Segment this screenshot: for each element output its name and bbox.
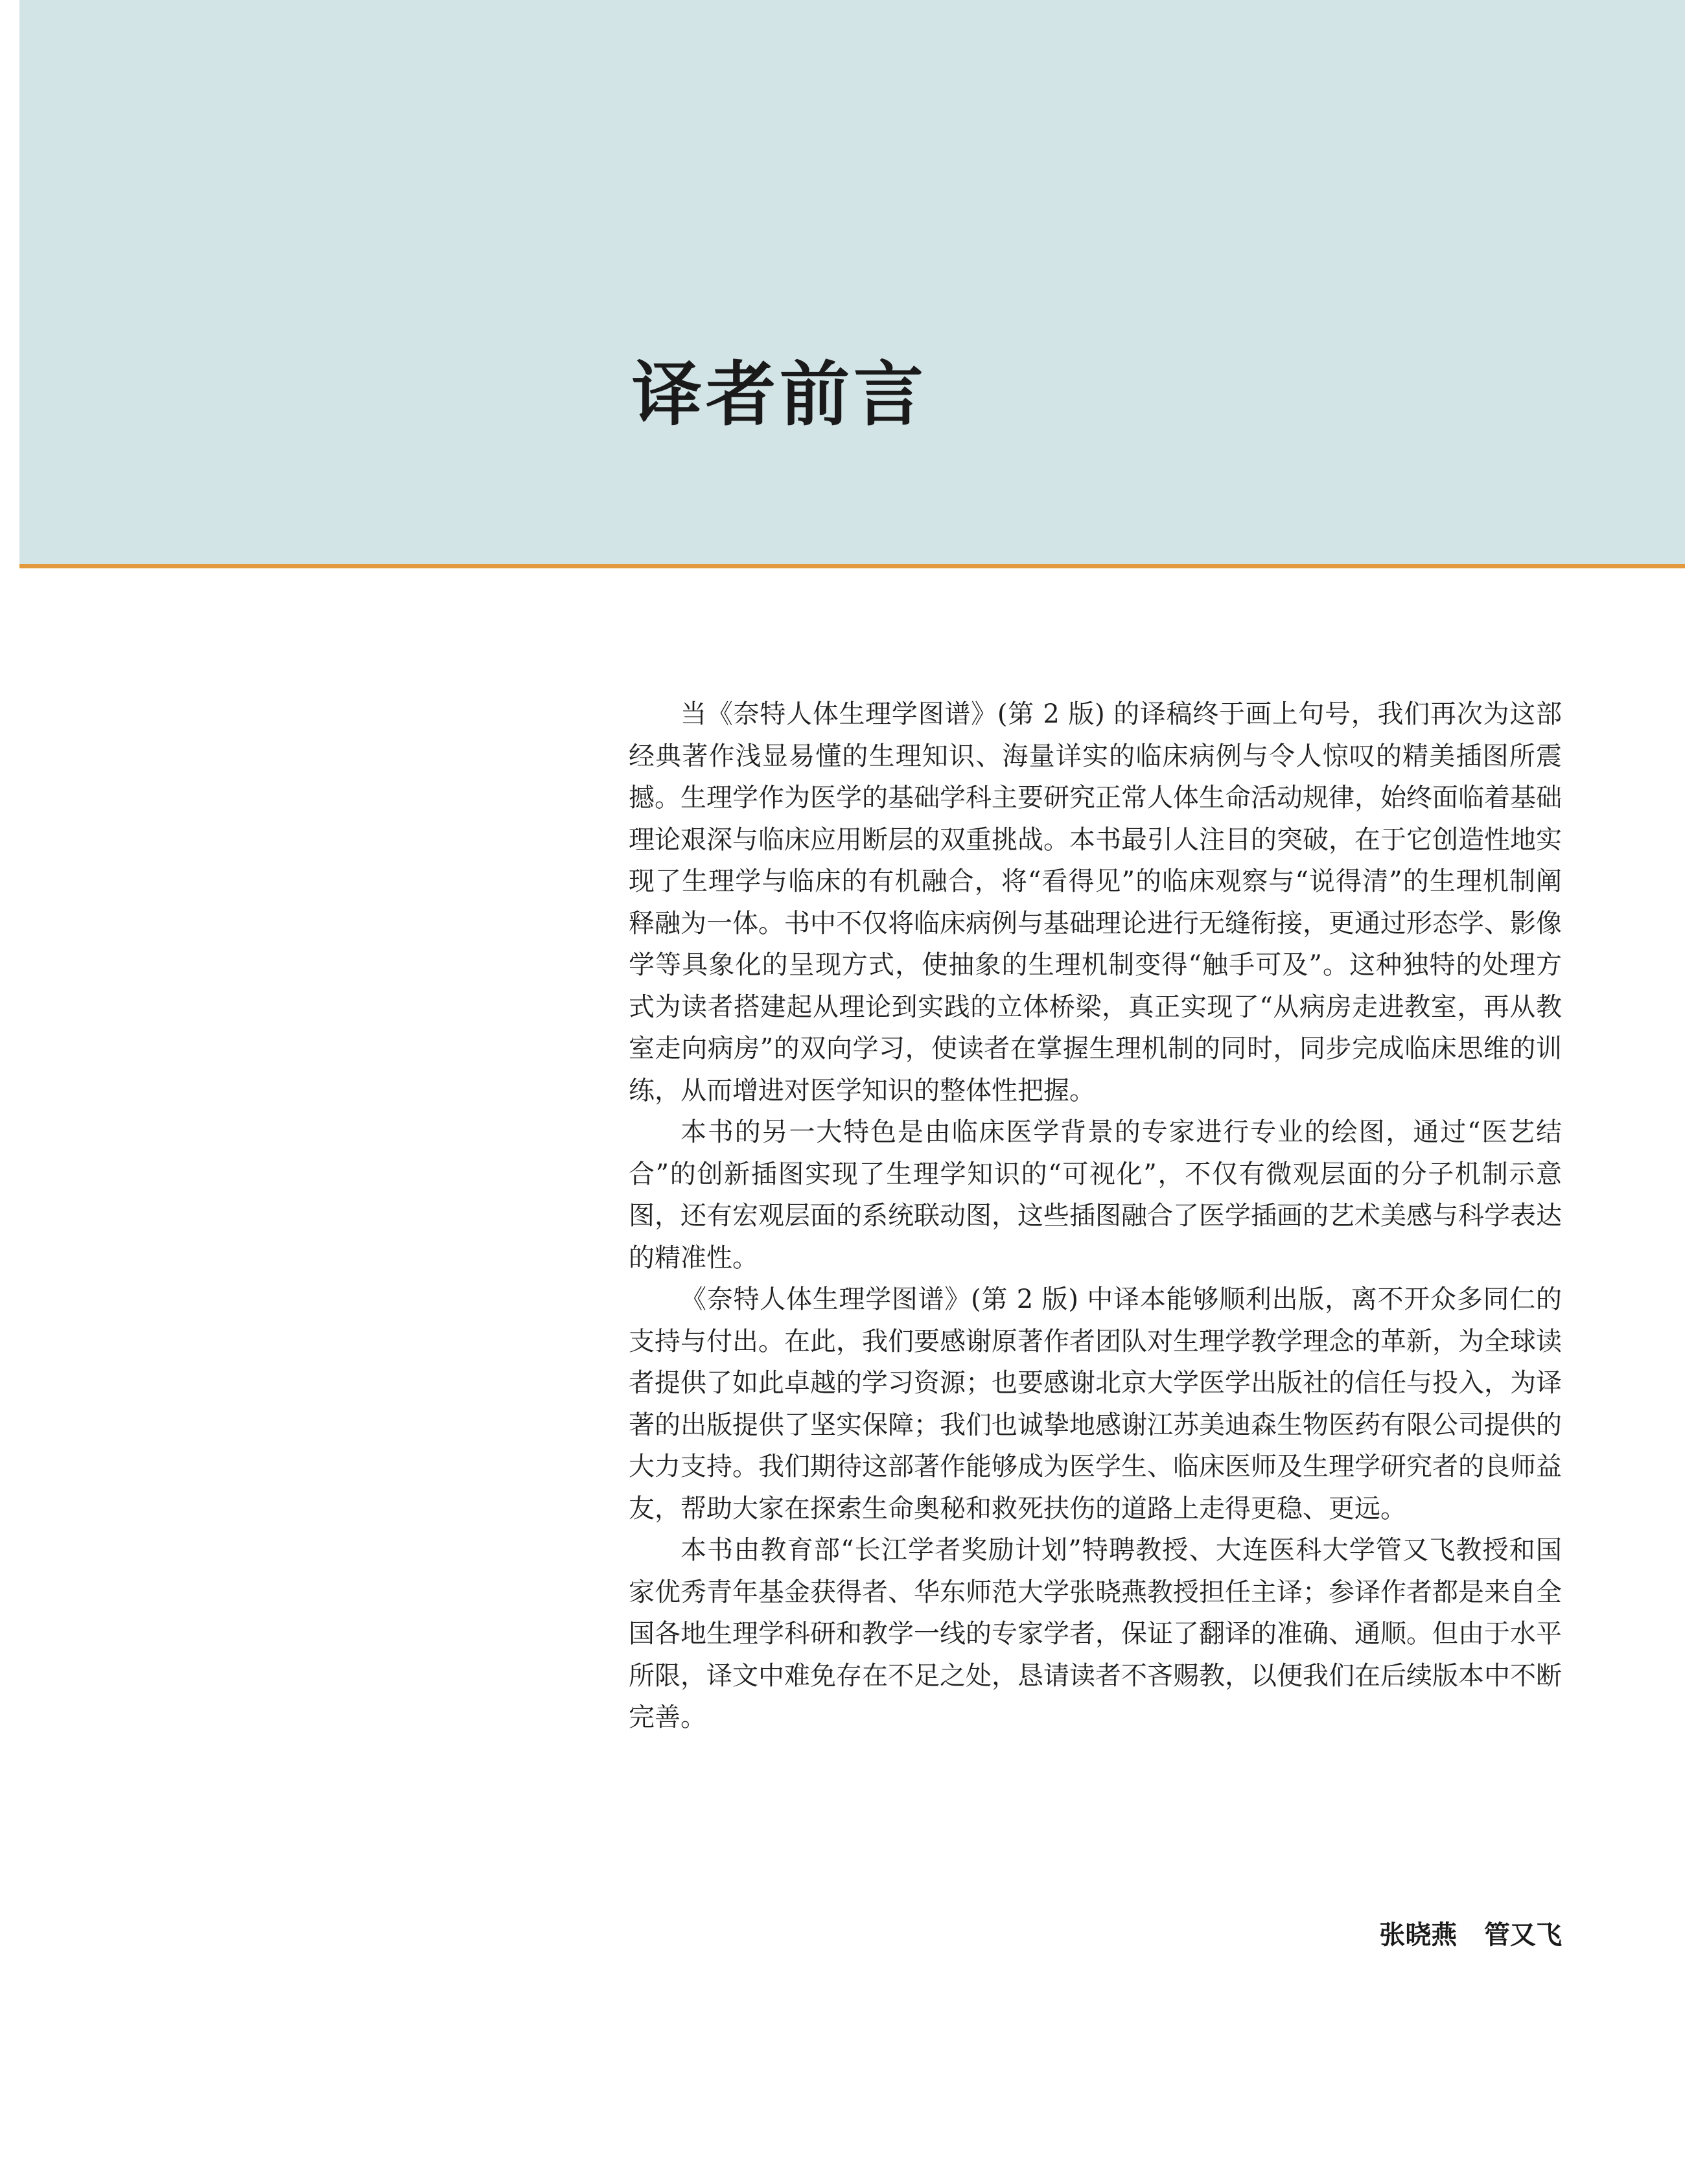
preface-paragraph: 当《奈特人体生理学图谱》(第 2 版) 的译稿终于画上句号，我们再次为这部经典著作浅显易懂的生理知识、海量详实的临床病例与令人惊叹的精美插图所震撼。生理学作为医学的基础学科主要研究正常人体生命活动规律，始终面临着基础理论艰深与临床应用断层的双重挑战。本书最引人注目的突破，在于它创造性地实现了生理学与临床的有机融合，将“看得见”的临床观察与“说得清”的生理机制阐释融为一体。书中不仅将临床病例与基础理论进行无缝衔接，更通过形态学、影像学等具象化的呈现方式，使抽象的生理机制变得“触手可及”。这种独特的处理方式为读者搭建起从理论到实践的立体桥梁，真正实现了“从病房走进教室，再从教室走向病房”的双向学习，使读者在掌握生理机制的同时，同步完成临床思维的训练，从而增进对医学知识的整体性把握。 bbox=[629, 699, 1562, 1106]
accent-rule bbox=[19, 564, 1685, 568]
preface-paragraph: 《奈特人体生理学图谱》(第 2 版) 中译本能够顺利出版，离不开众多同仁的支持与付出。在此，我们要感谢原著作者团队对生理学教学理念的革新，为全球读者提供了如此卓越的学习资源；也要感谢北京大学医学出版社的信任与投入，为译著的出版提供了坚实保障；我们也诚挚地感谢江苏美迪森生物医药有限公司提供的大力支持。我们期待这部著作能够成为医学生、临床医师及生理学研究者的良师益友，帮助大家在探索生命奥秘和救死扶伤的道路上走得更稳、更远。 bbox=[629, 1284, 1562, 1524]
preface-body bbox=[629, 693, 1562, 1739]
preface-paragraph: 本书的另一大特色是由临床医学背景的专家进行专业的绘图，通过“医艺结合”的创新插图实现了生理学知识的“可视化”，不仅有微观层面的分子机制示意图，还有宏观层面的系统联动图，这些插图融合了医学插画的艺术美感与科学表达的精准性。 bbox=[629, 1117, 1562, 1273]
translator-signature: 张晓燕 管又飞 bbox=[1379, 1920, 1562, 1950]
header-band bbox=[19, 0, 1685, 564]
preface-paragraph: 本书由教育部“长江学者奖励计划”特聘教授、大连医科大学管又飞教授和国家优秀青年基金获得者、华东师范大学张晓燕教授担任主译；参译作者都是来自全国各地生理学科研和教学一线的专家学者，保证了翻译的准确、通顺。但由于水平所限，译文中难免存在不足之处，恳请读者不吝赐教，以便我们在后续版本中不断完善。 bbox=[629, 1535, 1562, 1732]
page-title: 译者前言 bbox=[632, 354, 928, 436]
